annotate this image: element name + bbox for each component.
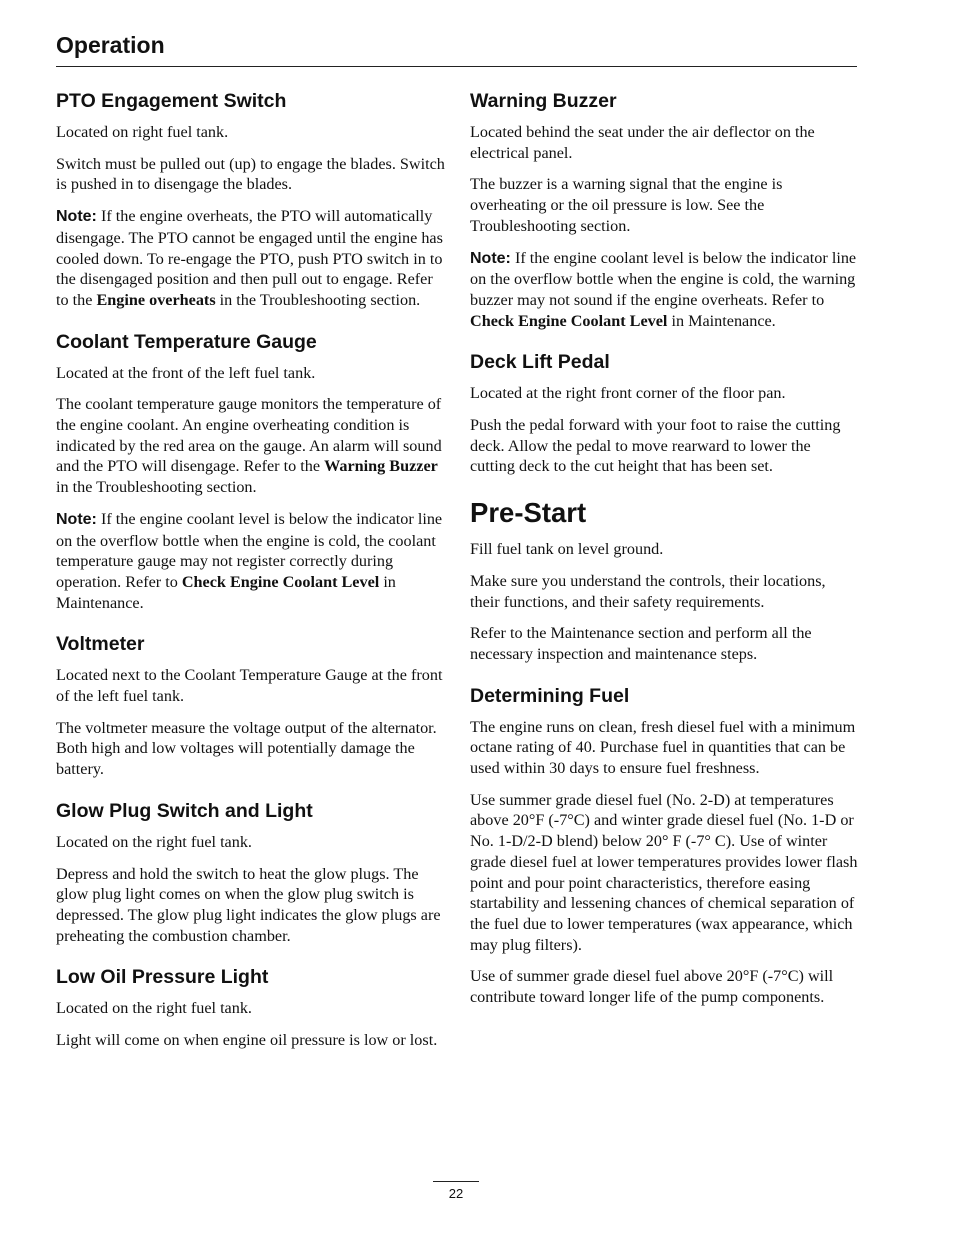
- paragraph: Use summer grade diesel fuel (No. 2-D) at temperatures above 20°F (-7°C) and winter grade diesel fuel (No. 1-D or No. 1-D/2-D blend) below 20° F (-7° C). Use of winter grade diesel fuel at lower temperatures provides lower flash point and pour point characteristics, therefore easing startability and lessening chances of chemical separation of the fuel due to lower temperatures (wax appearance, which may plug filters).: [470, 790, 858, 954]
- paragraph: Light will come on when engine oil pressure is low or lost.: [56, 1031, 438, 1050]
- paragraph: Make sure you understand the controls, their locations, their functions, and their safety requirements.: [470, 571, 826, 611]
- section-determining-fuel: [470, 683, 858, 1008]
- paragraph: Located on right fuel tank.: [56, 123, 229, 141]
- page-header: [56, 32, 857, 67]
- note-text: in Maintenance.: [56, 572, 396, 612]
- cross-reference: Warning Buzzer: [324, 457, 438, 476]
- section-pto-engagement-switch: [56, 88, 446, 311]
- heading: Low Oil Pressure Light: [56, 966, 269, 989]
- note-text: in the Troubleshooting section.: [215, 290, 421, 309]
- section-voltmeter: [56, 631, 446, 780]
- heading: Warning Buzzer: [470, 90, 617, 112]
- note-text: If the engine coolant level is below the indicator line on the overflow bottle when the engine is cold, the warning buzzer may not sound if the engine overheats. Refer to: [470, 248, 857, 309]
- note-label: Note:: [470, 249, 511, 267]
- paragraph: Use of summer grade diesel fuel above 20°F (-7°C) will contribute toward longer life of the pump components.: [470, 967, 834, 1007]
- text: The coolant temperature gauge monitors the temperature of the engine coolant. An engine overheating condition is indicated by the red area on the gauge. An alarm will sound and the PTO will disengage. Refer to the: [56, 395, 442, 476]
- paragraph: Located behind the seat under the air deflector on the electrical panel.: [470, 123, 815, 162]
- paragraph: Push the pedal forward with your foot to raise the cutting deck. Allow the pedal to move rearward to lower the cutting deck to the cut height that has been set.: [470, 416, 841, 476]
- cross-reference: Check Engine Coolant Level: [470, 311, 668, 330]
- heading: Determining Fuel: [470, 684, 630, 707]
- paragraph: [56, 394, 446, 498]
- heading: Coolant Temperature Gauge: [56, 330, 317, 353]
- note-paragraph: [56, 206, 446, 311]
- heading: Glow Plug Switch and Light: [56, 799, 313, 822]
- section-low-oil-pressure-light: [56, 964, 446, 1050]
- note-text: If the engine overheats, the PTO will automatically disengage. The PTO cannot be engaged until the engine has cooled down. To re-engage the PTO, push PTO switch in to the disengaged position and then pull out to engage. Refer to the: [56, 207, 443, 309]
- right-column: [470, 88, 858, 1026]
- paragraph: Fill fuel tank on level ground.: [470, 540, 664, 559]
- paragraph: Located on the right fuel tank.: [56, 832, 252, 851]
- section-title: Operation: [56, 32, 165, 58]
- major-heading: Pre-Start: [470, 497, 587, 529]
- section-coolant-temperature-gauge: [56, 329, 446, 614]
- paragraph: Refer to the Maintenance section and perform all the necessary inspection and maintenance steps.: [470, 624, 812, 663]
- cross-reference: Check Engine Coolant Level: [181, 572, 380, 591]
- paragraph: Switch must be pulled out (up) to engage the blades. Switch is pushed in to disengage the blades.: [56, 154, 445, 194]
- note-label: Note:: [56, 208, 97, 226]
- section-warning-buzzer: [470, 88, 858, 331]
- heading: PTO Engagement Switch: [56, 90, 287, 112]
- page-number: 22: [448, 1186, 464, 1201]
- footer-rule: [433, 1181, 479, 1182]
- section-deck-lift-pedal: [470, 349, 858, 477]
- note-label: Note:: [56, 510, 97, 528]
- paragraph: Located next to the Coolant Temperature Gauge at the front of the left fuel tank.: [56, 666, 443, 706]
- cross-reference: Engine overheats: [96, 290, 216, 309]
- note-text: in Maintenance.: [667, 311, 776, 330]
- text: in the Troubleshooting section.: [56, 478, 257, 497]
- note-paragraph: [56, 509, 446, 614]
- paragraph: Depress and hold the switch to heat the glow plugs. The glow plug light comes on when the glow plug switch is depressed. The glow plug light indicates the glow plugs are preheating the combustion chamber.: [56, 864, 441, 945]
- paragraph: Located on the right fuel tank.: [56, 999, 252, 1018]
- paragraph: The engine runs on clean, fresh diesel fuel with a minimum octane rating of 40. Purchase fuel in quantities that can be used within 30 days to ensure fuel freshness.: [470, 717, 856, 778]
- paragraph: Located at the right front corner of the floor pan.: [470, 384, 786, 403]
- note-text: If the engine coolant level is below the indicator line on the overflow bottle when the engine is cold, the coolant temperature gauge may not register correctly during operation. Refer to: [56, 509, 443, 591]
- heading: Deck Lift Pedal: [470, 351, 610, 374]
- section-glow-plug-switch: [56, 798, 446, 947]
- section-pre-start: [470, 495, 858, 665]
- heading: Voltmeter: [56, 633, 145, 656]
- paragraph: The voltmeter measure the voltage output of the alternator. Both high and low voltages will potentially damage the battery.: [56, 718, 437, 779]
- paragraph: The buzzer is a warning signal that the engine is overheating or the oil pressure is low. See the Troubleshooting section.: [470, 175, 783, 235]
- paragraph: Located at the front of the left fuel tank.: [56, 363, 316, 382]
- left-column: [56, 88, 446, 1069]
- note-paragraph: [470, 248, 858, 332]
